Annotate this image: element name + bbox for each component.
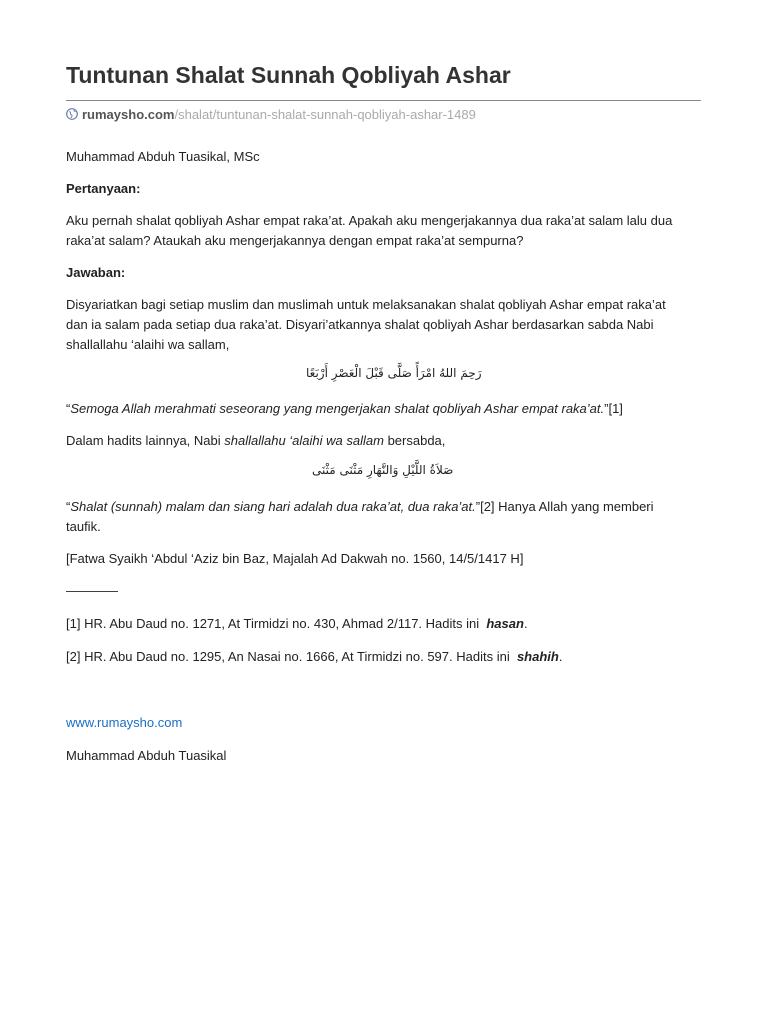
hadith-2-arabic: صَلاَةُ اللَّيْلِ وَالنَّهَارِ مَثْنَى مَثْنَى xyxy=(312,463,454,477)
hadith-2-translation xyxy=(66,497,702,517)
fatwa-reference: [Fatwa Syaikh ‘Abdul ‘Aziz bin Baz, Majalah Ad Dakwah no. 1560, 14/5/1417 H] xyxy=(66,551,524,566)
footnote-1-grade: hasan xyxy=(486,616,524,631)
page-title: Tuntunan Shalat Sunnah Qobliyah Ashar xyxy=(66,62,511,88)
hadith-2-line-2: taufik. xyxy=(66,519,101,534)
question-heading: Pertanyaan: xyxy=(66,181,141,196)
hadith-1-text: Semoga Allah merahmati seseorang yang mengerjakan shalat qobliyah Ashar empat raka’at. xyxy=(70,401,605,416)
source-path[interactable]: /shalat/tuntunan-shalat-sunnah-qobliyah-ashar-1489 xyxy=(174,107,476,122)
footnote-2 xyxy=(66,647,702,667)
footnote-1-end: . xyxy=(523,616,528,631)
hadith-2-intro-c: bersabda, xyxy=(383,433,446,448)
website-link[interactable]: www.rumaysho.com xyxy=(66,715,183,730)
answer-line-2: dan ia salam pada setiap dua raka’at. Disyari’atkannya shalat qobliyah Ashar berdasarkan sabda Nabi xyxy=(66,317,654,332)
author: Muhammad Abduh Tuasikal, MSc xyxy=(66,149,260,164)
hadith-2-intro xyxy=(66,431,702,451)
title-divider xyxy=(66,100,701,101)
hadith-1-ref: ”[1] xyxy=(604,401,623,416)
source-site[interactable]: rumaysho.com xyxy=(82,107,175,122)
quote-open-2: “ xyxy=(66,499,71,514)
answer-line-3: shallallahu ‘alaihi wa sallam, xyxy=(66,337,230,352)
hadith-2-intro-a: Dalam hadits lainnya, Nabi xyxy=(66,433,225,448)
hadith-2-text: Shalat (sunnah) malam dan siang hari adalah dua raka’at, dua raka’at. xyxy=(70,499,476,514)
footnote-1-text: [1] HR. Abu Daud no. 1271, At Tirmidzi no. 430, Ahmad 2/117. Hadits ini xyxy=(66,616,483,631)
answer-heading: Jawaban: xyxy=(66,265,126,280)
source-line[interactable] xyxy=(66,107,476,122)
separator: ———— xyxy=(66,583,118,598)
signature: Muhammad Abduh Tuasikal xyxy=(66,748,227,763)
question-line-2: raka’at salam? Ataukah aku mengerjakannya dengan empat raka’at sempurna? xyxy=(66,233,524,248)
footnote-1 xyxy=(66,614,702,634)
answer-line-1: Disyariatkan bagi setiap muslim dan muslimah untuk melaksanakan shalat qobliyah Ashar empat raka’at xyxy=(66,297,666,312)
quote-open: “ xyxy=(66,401,71,416)
footnote-2-text: [2] HR. Abu Daud no. 1295, An Nasai no. 1666, At Tirmidzi no. 597. Hadits ini xyxy=(66,649,514,664)
globe-icon xyxy=(66,108,78,120)
footnote-2-grade: shahih xyxy=(516,649,559,664)
hadith-1-translation xyxy=(66,399,702,419)
question-line-1: Aku pernah shalat qobliyah Ashar empat raka’at. Apakah aku mengerjakannya dua raka’at salam lalu dua xyxy=(66,213,673,228)
footnote-2-end: . xyxy=(558,649,563,664)
website-link-line xyxy=(66,713,702,733)
hadith-2-intro-b: shallallahu ‘alaihi wa sallam xyxy=(224,433,384,448)
hadith-1-arabic: رَحِمَ اللهُ امْرَأً صَلَّى قَبْلَ الْعَصْرِ أَرْبَعًا xyxy=(306,366,482,380)
hadith-2-ref: ”[2] Hanya Allah yang memberi xyxy=(475,499,654,514)
